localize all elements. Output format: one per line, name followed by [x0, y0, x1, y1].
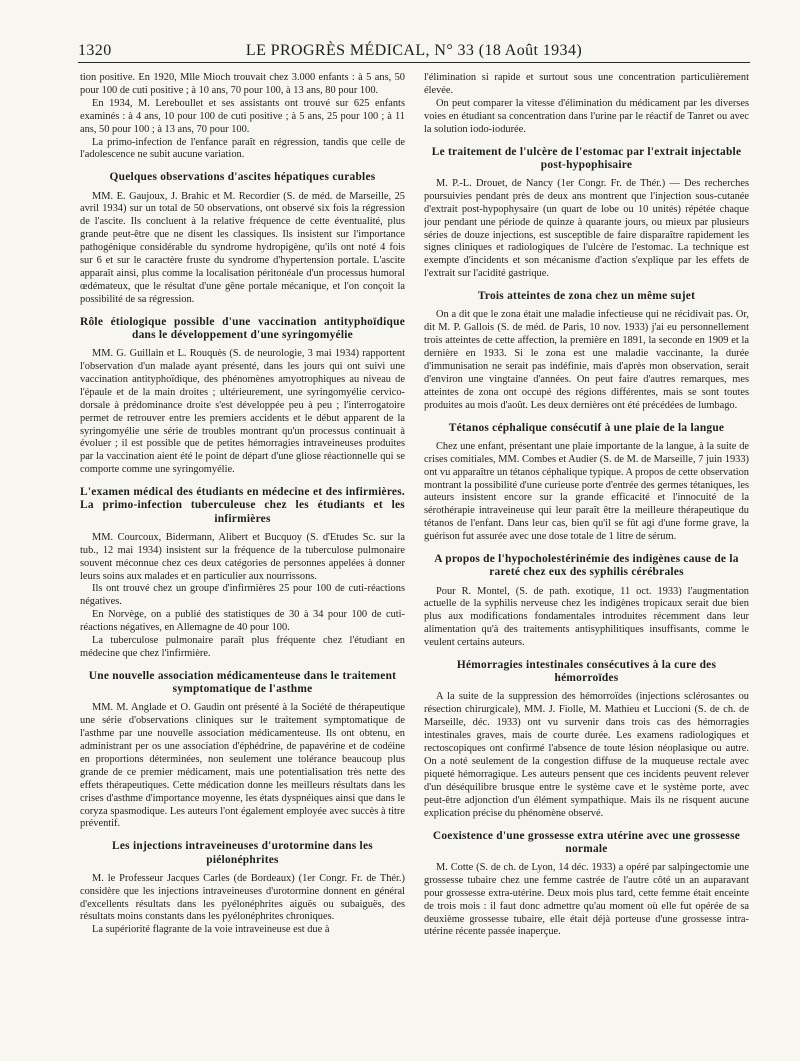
paragraph: On a dit que le zona était une maladie infectieuse qui ne récidivait pas. Or, dit M. P. Gallois (S. de méd. de Paris, 10 nov. 1933) j'ai eu personnellement trois atteintes de cette affection, la première en 1891, la seconde en 1909 et la dernière en 1933. Si le zona est une maladie vaccinante, la durée d'immunisation ne serait pas indéfinie, mais d'après mon observation, serait d'environ une vingtaine d'années. On peut faire d'autres remarques, mes atteintes de zona ont occupé des régions différentes, mais se sont toutes produites au mois d'août. Les deux dernières ont été précédées de lumbago.	[424, 309, 749, 411]
paragraph: Ils ont trouvé chez un groupe d'infirmières 25 pour 100 de cuti-réactions négatives.	[80, 583, 405, 608]
paragraph: MM. E. Gaujoux, J. Brahic et M. Recordier (S. de méd. de Marseille, 25 avril 1934) sur un total de 50 observations, ont observé six fois la régression de l'ascite. Ils concluent à la relative fréquence de cette éventualité, plus grande peut-être que ne disent les classiques. Ils insistent sur l'importance pathogénique considérable du syndrome hydropigène, qu'ils ont noté 4 fois sur 6 et sur le caractère fruste du syndrome d'hypertension portale. L'ascite apparaît ainsi, plus comme la localisation péritonéale d'un processus humoral œdémateux, que le résultat d'une gêne portale mécanique, et l'on conçoit la possibilité de sa régression.	[80, 190, 405, 305]
paragraph: Chez une enfant, présentant une plaie importante de la langue, à la suite de crises comitiales, MM. Combes et Audier (S. de M. de Marseille, 7 juin 1933) ont vu apparaître un tétanos céphalique typique. A propos de cette observation montrant la possibilité d'une curieuse porte d'entrée des germes tétaniques, les auteurs insistent encore sur la grande efficacité et l'innocuité de la sérothérapie intraveineuse qui leur paraît être la meilleure thérapeutique du tétanos de l'enfant. Dans leur cas, bien qu'il se fût agi d'une forme grave, la guérison fut assurée avec une dose totale de 1 litre de sérum.	[424, 440, 749, 543]
paragraph: La primo-infection de l'enfance paraît en régression, tandis que celle de l'adolescence ne subit aucune variation.	[80, 136, 405, 161]
paragraph: On peut comparer la vitesse d'élimination du médicament par les diverses voies en étudiant sa concentration dans l'urine par le réactif de Tanret ou avec la solution iodo-iodurée.	[424, 97, 749, 135]
paragraph: M. P.-L. Drouet, de Nancy (1er Congr. Fr. de Thér.) — Des recherches poursuivies pendant près de deux ans montrent que l'injection sous-cutanée d'extrait post-hypophysaire (un quart de lobe ou 10 unités) répétée chaque jour pendant une période de quinze à quarante jours, ou mieux par plusieurs séries de douze injections, est susceptible de faire disparaître rapidement les signes cliniques et radiologiques de l'ulcère de l'estomac. La technique est exempte d'incidents et son mécanisme d'action s'explique par les effets de l'extrait sur l'acidité gastrique.	[424, 177, 749, 280]
paragraph: M. Cotte (S. de ch. de Lyon, 14 déc. 1933) a opéré par salpingectomie une grossesse tubaire chez une femme castrée de l'autre côté un an auparavant pour grossesse extra-utérine. Deux mois plus tard, cette femme était enceinte de trois mois : il faut donc admettre qu'au moment où elle fut opérée de sa deuxième grossesse tubaire, elle était déjà porteuse d'une grossesse intra-utérine récente passée inaperçue.	[424, 861, 749, 938]
paragraph: La supériorité flagrante de la voie intraveineuse est due à	[92, 924, 330, 936]
section-heading: Le traitement de l'ulcère de l'estomac par l'extrait injectable post-hypophisaire	[431, 145, 742, 171]
page-header	[78, 40, 750, 63]
section-heading: Quelques observations d'ascites hépatiques curables	[109, 171, 376, 184]
paragraph: MM. M. Anglade et O. Gaudin ont présenté à la Société de thérapeutique une série d'observations cliniques sur le traitement symptomatique de l'asthme par une nouvelle association médicamenteuse. Ils ont obtenu, en administrant per os une association d'éphédrine, de papavérine et de codéine en proportions déterminées, non seulement une tolérance beaucoup plus grande de ce premier médicament, mais une potentialisation très nette des effets thérapeutiques. Cette médication donne les meilleurs résultats dans les crises d'asthme d'importance moyenne, les états dyspnéiques ainsi que dans le coryza spasmodique. Les auteurs l'ont également employée avec succès à titre préventif.	[80, 702, 405, 830]
section-heading: Coexistence d'une grossesse extra utérine avec une grossesse normale	[432, 829, 741, 855]
section-heading: Trois atteintes de zona chez un même sujet	[477, 290, 696, 303]
section-heading: A propos de l'hypocholestérinémie des indigènes cause de la rareté chez eux des syphilis cérébrales	[434, 553, 739, 579]
section-heading: Rôle étiologique possible d'une vaccination antityphoïdique dans le développement d'une syringomyélie	[80, 315, 405, 341]
paragraph: MM. Courcoux, Bidermann, Alibert et Bucquoy (S. d'Etudes Sc. sur la tub., 12 mai 1934) insistent sur la fréquence de la tuberculose pulmonaire souvent méconnue chez ces deux catégories de personnes appelées à donner leurs soins aux malades et en particulier aux nourrissons.	[80, 531, 405, 582]
section-heading: Une nouvelle association médicamenteuse dans le traitement symptomatique de l'asthme	[88, 669, 397, 696]
right-column	[424, 72, 749, 1047]
section-heading: Hémorragies intestinales consécutives à la cure des hémorroïdes	[456, 659, 717, 685]
paragraph: l'élimination si rapide et surtout sous une concentration particulièrement élevée.	[424, 72, 749, 96]
section-heading: L'examen médical des étudiants en médecine et des infirmières. La primo-infection tuberculeuse chez les étudiants et les infirmières	[80, 486, 405, 525]
paragraph: La tuberculose pulmonaire paraît plus fréquente chez l'étudiant en médecine que chez l'infirmière.	[80, 635, 405, 659]
paragraph: tion positive. En 1920, Mlle Mioch trouvait chez 3.000 enfants : à 5 ans, 50 pour 100 de cuti positive ; à 10 ans, 70 pour 100, à 13 ans, 80 pour 100.	[80, 72, 405, 96]
paragraph: M. le Professeur Jacques Carles (de Bordeaux) (1er Congr. Fr. de Thér.) considère que les injections intraveineuses d'urotormine donnent en général d'excellents résultats dans les pyélonéphrites aiguës ou subaiguës, des résultats moins constants dans les pyélonéphrites chroniques.	[80, 872, 405, 923]
paragraph: MM. G. Guillain et L. Rouquès (S. de neurologie, 3 mai 1934) rapportent l'observation d'un malade ayant présenté, dans les jours qui ont suivi une vaccination antityphoïdique, des phénomènes amyotrophiques au niveau de l'épaule et de la main droites ; ultérieurement, une syringomyélie cervico-dorsale à prédominance droite s'est développée peu à peu ; l'interrogatoire permet de retrouver entre les premiers accidents et le début apparent de la syringomyélie une série de troubles montrant qu'un processus continuait à évoluer ; il est possible que de petites hémorragies intraveineuses produites par la vaccination aient été le point de départ d'une gliose réactionnelle qui se comporte comme une syringomyélie.	[80, 348, 405, 476]
paragraph: Pour R. Montel, (S. de path. exotique, 11 oct. 1933) l'augmentation actuelle de la syphilis nerveuse chez les indigènes tropicaux serait due bien plus aux modifications fondamentales introduites récemment dans leur alimentation qu'à des traitements antisyphilitiques insuffisants, comme le veulent certains auteurs.	[424, 585, 749, 649]
paragraph: A la suite de la suppression des hémorroïdes (injections sclérosantes ou résection chirurgicale), MM. J. Fiolle, M. Mathieu et Luccioni (S. de ch. de Marseille, déc. 1933) ont vu survenir dans trois cas des hémorragies intestinales graves, mais de courte durée. Les examens radiologiques et rectoscopiques ont confirmé l'absence de toute lésion néoplasique ou autre. On a noté seulement de la congestion diffuse de la muqueuse rectale avec piqueté hémorragique. Les auteurs pensent que ces incidents peuvent relever d'un déséquilibre brusque entre le système cave et le système porte, avec peut-être adjonction d'un élément sympathique. Mais ils ne risquent aucune explication précise du phénomène observé.	[424, 691, 749, 819]
paragraph: En Norvège, on a publié des statistiques de 30 à 34 pour 100 de cuti-réactions négatives, en Allemagne de 40 pour 100.	[80, 609, 405, 634]
section-heading: Tétanos céphalique consécutif à une plaie de la langue	[448, 421, 725, 434]
section-heading: Les injections intraveineuses d'urotormine dans les piélonéphrites	[112, 840, 373, 866]
left-column	[80, 72, 405, 1047]
page-number: 1320	[78, 42, 112, 59]
paragraph: En 1934, M. Lereboullet et ses assistants ont trouvé sur 625 enfants examinés : à 4 ans, 10 pour 100 de cuti positive ; à 5 ans, 25 pour 100 ; à 11 ans, 50 pour 100 ; à 13 ans, 70 pour 100.	[80, 97, 405, 135]
journal-title: LE PROGRÈS MÉDICAL, N° 33 (18 Août 1934)	[245, 42, 583, 59]
